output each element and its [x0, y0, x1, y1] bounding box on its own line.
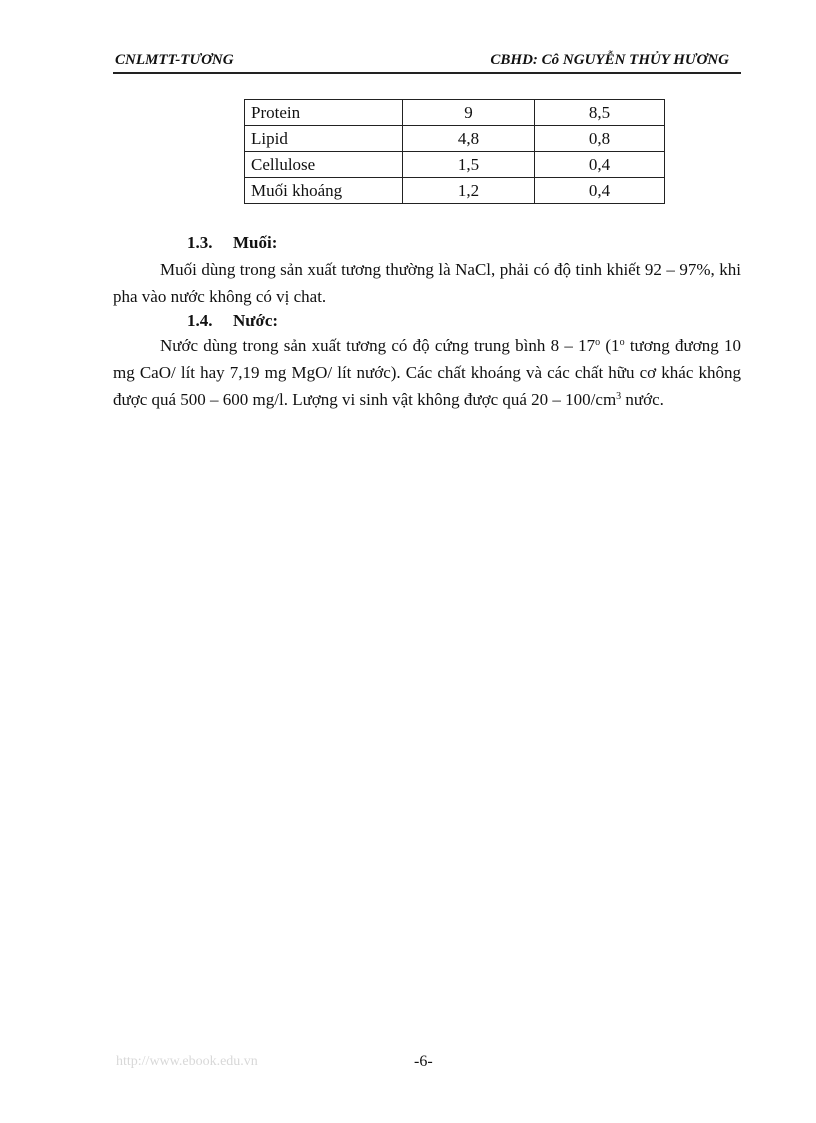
- paragraph-text: Nước dùng trong sản xuất tương có độ cứng trung bình 8 – 17: [160, 336, 596, 355]
- table-row: [245, 178, 665, 204]
- table-cell: 0,8: [535, 126, 665, 152]
- table-cell: 1,5: [403, 152, 535, 178]
- table-cell: Cellulose: [245, 152, 403, 178]
- page-header: [113, 50, 741, 74]
- table-cell: 0,4: [535, 152, 665, 178]
- composition-table: [244, 99, 665, 204]
- table-cell: 8,5: [535, 100, 665, 126]
- table-cell: 9: [403, 100, 535, 126]
- section-title: Nước:: [233, 311, 279, 330]
- paragraph-text: (1: [600, 336, 620, 355]
- table-cell: 0,4: [535, 178, 665, 204]
- page-number: -6-: [414, 1053, 433, 1070]
- table-cell: Lipid: [245, 126, 403, 152]
- table-cell: 1,2: [403, 178, 535, 204]
- degree-superscript: o: [619, 337, 625, 348]
- table-cell: Muối khoáng: [245, 178, 403, 204]
- cubic-superscript: 3: [616, 391, 622, 402]
- section-heading-water: [187, 311, 278, 331]
- paragraph-text: tương đương 10 mg CaO/ lít hay 7,19 mg MgO/ lít nước). Các chất khoáng và các chất hữu cơ khác không được quá 500 – 600 mg/l. Lượng vi sinh vật không được quá 20 – 100/cm: [113, 336, 741, 409]
- section-heading-salt: [187, 233, 277, 253]
- paragraph-salt: [113, 256, 741, 310]
- section-number: 1.3.: [187, 233, 213, 252]
- section-title: Muối:: [233, 233, 278, 252]
- degree-superscript: o: [595, 337, 601, 348]
- section-number: 1.4.: [187, 311, 213, 330]
- table-row: [245, 152, 665, 178]
- table-row: [245, 126, 665, 152]
- header-right-supervisor: CBHD: Cô NGUYỄN THỦY HƯƠNG: [490, 52, 729, 68]
- table-cell: 4,8: [403, 126, 535, 152]
- footer-url-link[interactable]: http://www.ebook.edu.vn: [116, 1054, 258, 1069]
- paragraph-text: Muối dùng trong sản xuất tương thường là NaCl, phải có độ tinh khiết 92 – 97%, khi pha vào nước không có vị chat.: [113, 260, 741, 306]
- header-left-title: CNLMTT-TƯƠNG: [115, 52, 234, 68]
- table-cell: Protein: [245, 100, 403, 126]
- paragraph-text: nước.: [621, 390, 664, 409]
- paragraph-water: [113, 332, 741, 413]
- table-row: [245, 100, 665, 126]
